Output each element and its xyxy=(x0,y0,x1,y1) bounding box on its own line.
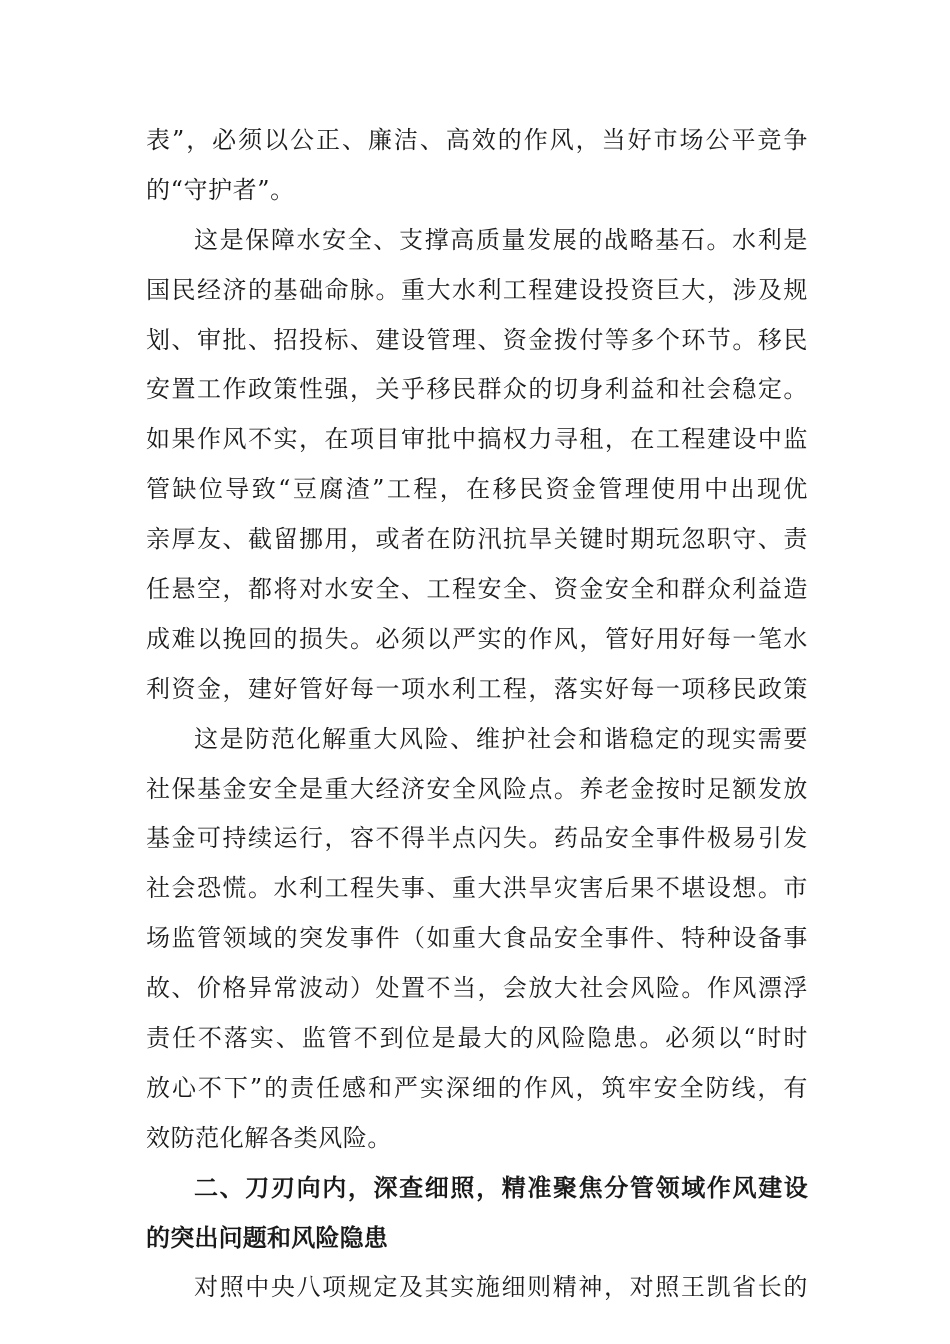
text-line: 这是保障水安全、支撑高质量发展的战略基石。水利是 xyxy=(194,225,808,254)
text-line: 的“守护者”。 xyxy=(146,175,295,204)
text-line: 利资金，建好管好每一项水利工程，落实好每一项移民政策 xyxy=(146,674,808,703)
text-line: 划、审批、招投标、建设管理、资金拨付等多个环节。移民 xyxy=(146,325,808,354)
text-line: 管缺位导致“豆腐渣”工程，在移民资金管理使用中出现优 xyxy=(146,475,808,504)
text-line: 效防范化解各类风险。 xyxy=(146,1123,392,1152)
text-line: 社会恐慌。水利工程失事、重大洪旱灾害后果不堪设想。市 xyxy=(146,874,808,903)
text-line: 基金可持续运行，容不得半点闪失。药品安全事件极易引发 xyxy=(146,824,808,853)
paragraph xyxy=(146,216,808,715)
text-line: 成难以挽回的损失。必须以严实的作风，管好用好每一笔水 xyxy=(146,624,808,653)
text-line: 安置工作政策性强，关乎移民群众的切身利益和社会稳定。 xyxy=(146,375,808,404)
paragraph xyxy=(146,1263,808,1313)
heading-line: 的突出问题和风险隐患 xyxy=(146,1223,388,1252)
text-line: 这是防范化解重大风险、维护社会和谐稳定的现实需要 xyxy=(194,724,808,753)
text-line: 亲厚友、截留挪用，或者在防汛抗旱关键时期玩忽职守、责 xyxy=(146,525,808,554)
paragraph xyxy=(146,715,808,1164)
text-line: 对照中央八项规定及其实施细则精神，对照王凯省长的 xyxy=(194,1273,808,1302)
heading-line: 二、刀刃向内，深查细照，精准聚焦分管领域作风建设 xyxy=(194,1173,808,1202)
paragraph xyxy=(146,116,808,216)
text-line: 如果作风不实，在项目审批中搞权力寻租，在工程建设中监 xyxy=(146,425,808,454)
text-line: 社保基金安全是重大经济安全风险点。养老金按时足额发放 xyxy=(146,774,808,803)
document-body xyxy=(146,116,808,1313)
text-line: 故、价格异常波动）处置不当，会放大社会风险。作风漂浮 xyxy=(146,974,808,1003)
section-heading xyxy=(146,1164,808,1264)
text-line: 任悬空，都将对水安全、工程安全、资金安全和群众利益造 xyxy=(146,575,808,604)
text-line: 责任不落实、监管不到位是最大的风险隐患。必须以“时时 xyxy=(146,1024,808,1053)
text-line: 场监管领域的突发事件（如重大食品安全事件、特种设备事 xyxy=(146,924,808,953)
text-line: 国民经济的基础命脉。重大水利工程建设投资巨大，涉及规 xyxy=(146,275,808,304)
text-line: 表”，必须以公正、廉洁、高效的作风，当好市场公平竞争 xyxy=(146,126,808,154)
text-line: 放心不下”的责任感和严实深细的作风，筑牢安全防线，有 xyxy=(146,1073,808,1102)
